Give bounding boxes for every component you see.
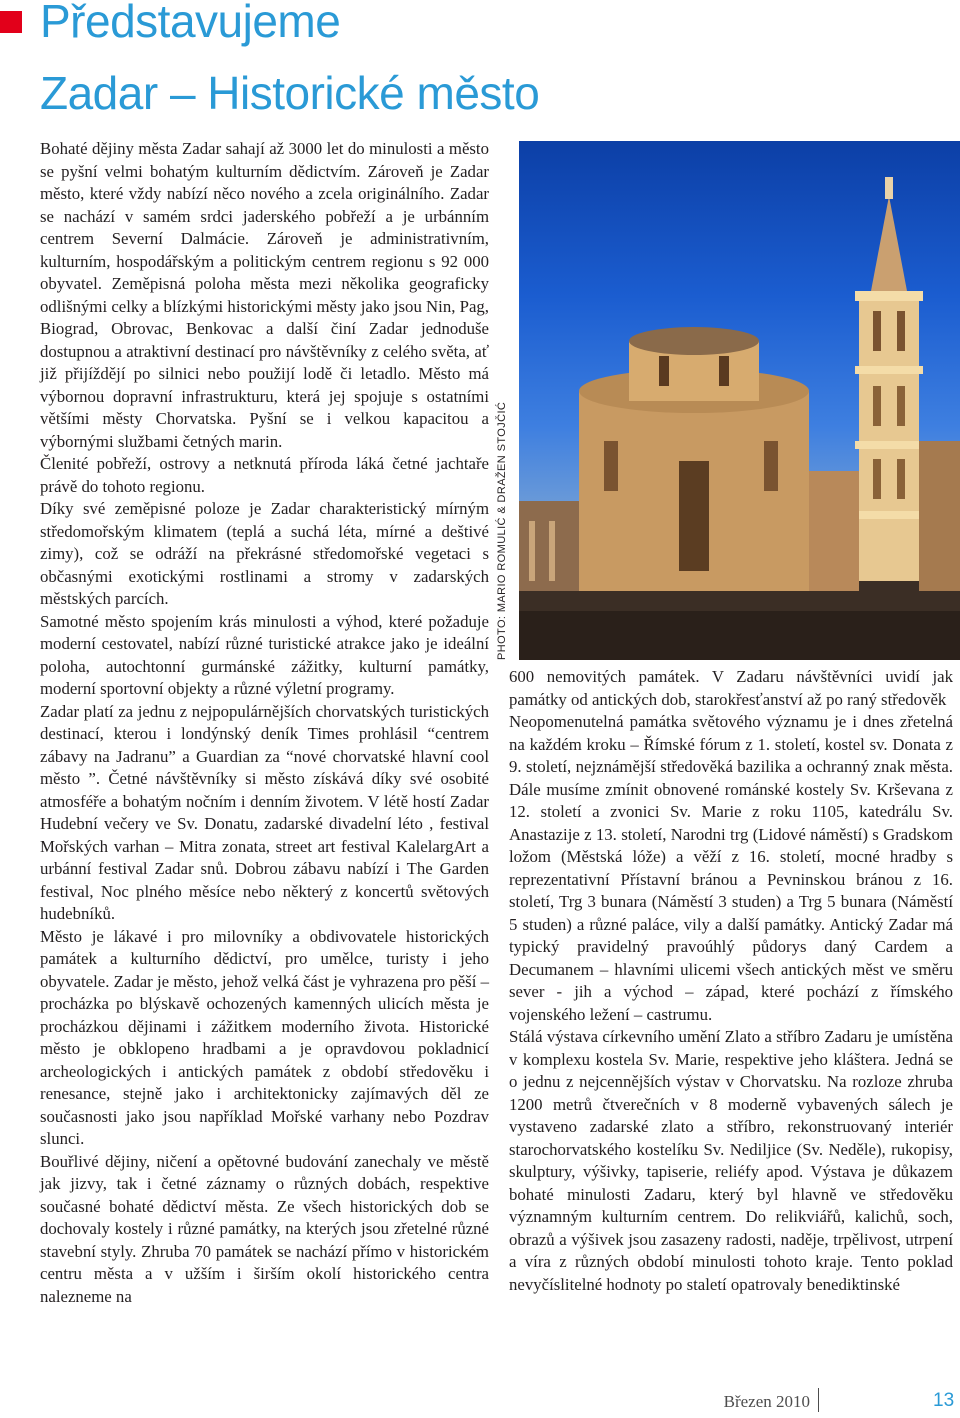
footer-divider bbox=[818, 1388, 819, 1412]
paragraph: Samotné město spojením krás minulosti a výhod, které požaduje moderní cestovatel, nabízí různé turistické atrakce jako je ideální poloha, autochtonní gurmánské zážitky, kulturní památky, moderní sportovní objekty a různé výletní programy. bbox=[40, 611, 489, 698]
paragraph: Zadar platí za jednu z nejpopulárnějších chorvatských turistických destinací, kterou i londýnský deník Times prohlásil “centrem zábavy na Jadranu” a Guardian za “nové chorvatské hlavní cool město ”. Četné návštěvníky si město získává díky své osobité atmosféře a bohatým nočním i denním životem. V létě hostí Zadar Hudební večery ve Sv. Donatu, zadarské divadelní léto , festival Mořských varhan – Mitra zonata, street art festival KalelargArt a urbánní festival Zadar snů. Dobrou zábavu nabízí i The Garden festival, Noc plného měsíce nebo některý z koncertů světových hudebníků. bbox=[40, 701, 489, 923]
paragraph: Bohaté dějiny města Zadar sahají až 3000 let do minulosti a město se pyšní velmi bohatým kulturním dědictvím. Zároveň je Zadar město, které vždy nabízí něco nového a zcela originálního. Zadar se nachází v samém srdci jaderského pobřeží a je urbánním centrem Severní Dalmácie. Zároveň je administrativním, kulturním, hospodářským a politickým centrem regionu s 92 000 obyvatel. Zeměpisná poloha města mezi několika geograficky odlišnými celky a blízkými historickými městy jako jsou Nin, Pag, Biograd, Obrovac, Benkovac a další činí Zadar jednoduše dostupnou a atraktivní destinací pro návštěvníky z celého světa, ať již přijíždějí po silnici nebo použijí lodě či letadlo. Město má výbornou dopravní infrastrukturu, která jej spojuje s ostatními většími městy Chorvatska. Pyšní se i velkou kapacitou a výbornými službami četných marin. bbox=[40, 139, 489, 451]
paragraph: Členité pobřeží, ostrovy a netknutá příroda láká četné jachtaře právě do tohoto regionu. bbox=[40, 454, 489, 496]
church-illustration bbox=[519, 141, 960, 660]
paragraph: Město je lákavé i pro milovníky a obdivovatele historických památek a kulturního dědictví, pro umělce, turisty i jeho obyvatele. Zadar je město, jehož velká část je vyhrazena pro pěší – procházka po blýskavě ochozených kamenných ulicích města je procházkou dějinami i zážitkem moderního života. Historické město je obklopeno hradbami a je opravdovou pokladnicí archeologických i antických památek z období středověku i renesance, stejně jako i architektonicky zajímavých děl ze současnosti jako jsou například Mořské varhany nebo Pozdrav slunci. bbox=[40, 926, 489, 1148]
article-column-right bbox=[509, 666, 953, 1296]
article-title: Zadar – Historické město bbox=[40, 67, 540, 119]
page-number: 13 bbox=[933, 1390, 955, 1411]
section-marker bbox=[0, 11, 22, 33]
issue-date: Březen 2010 bbox=[723, 1392, 810, 1411]
paragraph: Bouřlivé dějiny, ničení a opětovné budování zanechaly ve městě jak jizvy, tak i četné záznamy o různých dobách, respektive současné bohaté dědictví města. Ze všech historických dob se dochovaly kostely i různé památky, na kterých jsou zřetelné různé stavební styly. Zhruba 70 památek se nachází přímo v historickém centru města a v užším i širším okolí historického centra nalezneme na bbox=[40, 1151, 489, 1306]
church-photo bbox=[519, 141, 960, 660]
paragraph: Díky své zeměpisné poloze je Zadar charakteristický mírným středomořským klimatem (teplá a suchá léta, mírné a deštivé zimy), což se odráží na překrásné středomořské vegetaci s občasnými exotickými rostlinami a stromy v zadarských městských parcích. bbox=[40, 499, 489, 608]
article-column-left bbox=[40, 138, 489, 1308]
paragraph: 600 nemovitých památek. V Zadaru návštěvníci uvidí jak památky od antických dob, starokřesťanství až po raný středověk bbox=[509, 667, 953, 709]
section-kicker: Představujeme bbox=[40, 0, 341, 47]
paragraph: Neopomenutelná památka světového významu je i dnes zřetelná na každém kroku – Římské fórum z 1. století, kostel sv. Donata z 9. století, nejznámější středověká bazilika a ochranný znak města. Dále musíme zmínit obnovené románské kostely Sv. Krševana z 12. století a zvonici Sv. Marie z roku 1105, katedrálu Sv. Anastazije z 13. století, Narodni trg (Lidové náměstí) s Gradskom ložom (Městská lóže) a věží z 16. století, mocné hradby s reprezentativní Přístavní bránou a Pevninskou bránou z 16. století, Trg 3 bunara (Náměstí 3 studen) a Trg 5 bunara (Náměstí 5 studen) a různé paláce, vily a další památky. Antický Zadar má typický pravidelný pravoúhlý půdorys daný Cardem a Decumanem – hlavními ulicemi všech antických měst ve směru sever - jih a východ – západ, které pochází z římského vojenského ležení – castrumu. bbox=[509, 712, 953, 1024]
paragraph: Stálá výstava církevního umění Zlato a stříbro Zadaru je umístěna v komplexu kostela Sv. Marie, respektive jeho kláštera. Jedná se o jednu z nejcennějších výstav v Chorvatsku. Na rozloze zhruba 1200 metrů čtverečních v 8 moderně vybavených sálech je vystaveno zadarské zlato a stříbro, rekonstruovaný interiér starochorvatského kostelíku Sv. Nediljice (Sv. Neděle), rukopisy, skulptury, výšivky, tapiserie, reliéfy apod. Výstava je důkazem bohaté minulosti Zadaru, který byl hlavně ve středověku významným kulturním centrem. Do relikviářů, kalichů, soch, obrazů a výšivek jsou zasazeny radosti, naděje, trpělivost, utrpení a víra z různých období minulosti tohoto kraje. Tento poklad nevyčíslitelné hodnoty po staletí opatrovaly benediktinské bbox=[509, 1027, 953, 1294]
photo-credit: PHOTO: MARIO ROMULIĆ & DRAŽEN STOJČIĆ bbox=[496, 401, 508, 660]
